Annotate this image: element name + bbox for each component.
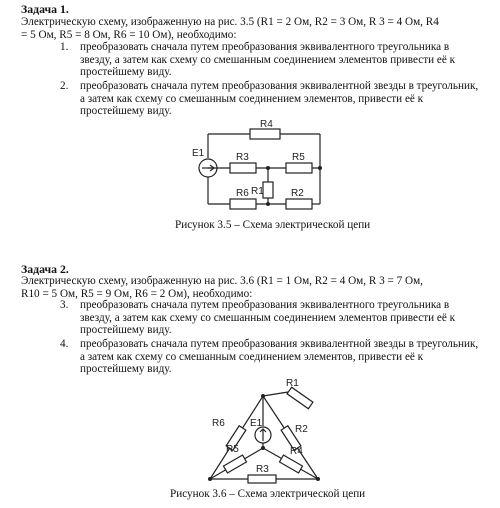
task1-title: Задача 1. — [21, 2, 69, 16]
item-number: 3. — [60, 299, 69, 311]
label-r2: R2 — [291, 188, 304, 199]
item-line: а затем как схему со смешанным соединением элементов, привести её к — [80, 350, 424, 363]
label-r5: R5 — [292, 152, 305, 163]
circuit-figure-3-5 — [190, 116, 340, 218]
resistor-r1 — [263, 182, 273, 198]
circuit-figure-3-6 — [190, 376, 340, 486]
label-e1: E1 — [250, 418, 263, 429]
label-r6-left: R6 — [212, 418, 225, 429]
resistor-r6 — [230, 199, 256, 209]
resistor-r1 — [287, 387, 313, 408]
label-r6: R6 — [236, 188, 249, 199]
label-r1: R1 — [286, 378, 299, 389]
resistor-r5 — [286, 163, 312, 173]
item-line: преобразовать сначала путем преобразования эквивалентного треугольника в — [80, 299, 450, 311]
resistor-r2 — [286, 199, 312, 209]
item-line: преобразовать сначала путем преобразования эквивалентной звезды в треугольник, — [80, 80, 479, 92]
resistor-r4 — [250, 129, 280, 139]
task2-title: Задача 2. — [21, 262, 69, 276]
label-r4: R4 — [260, 119, 273, 130]
resistor-r5 — [223, 455, 246, 473]
task2-item-4 — [60, 338, 494, 378]
wire — [263, 392, 288, 396]
item-number: 2. — [60, 80, 69, 92]
resistor-r3 — [230, 163, 256, 173]
resistor-r3 — [248, 475, 276, 483]
figure-3-5-caption: Рисунок 3.5 – Схема электрической цепи — [175, 219, 371, 231]
item-line: преобразовать сначала путем преобразования эквивалентного треугольника в — [80, 41, 450, 53]
item-line: простейшему виду. — [80, 363, 172, 376]
label-e1: E1 — [192, 148, 205, 159]
label-r1: R1 — [251, 186, 264, 197]
task1-item-1 — [60, 41, 494, 81]
task2-intro-line2: R10 = 5 Ом, R5 = 9 Ом, R6 = 2 Ом), необходимо: — [21, 287, 253, 300]
item-number: 4. — [60, 338, 69, 350]
task1-intro-line2: = 5 Ом, R5 = 8 Ом, R6 = 10 Ом), необходимо: — [21, 28, 237, 41]
item-line: звезду, а затем как схему со смешанным соединением элементов привести её к — [80, 311, 456, 324]
item-line: звезду, а затем как схему со смешанным соединением элементов привести её к — [80, 53, 456, 66]
task1-intro — [21, 16, 491, 41]
node — [261, 446, 265, 450]
node — [266, 202, 270, 206]
task2-intro-line1: Электрическую схему, изображенную на рис. 3.6 (R1 = 1 Ом, R2 = 4 Ом, R 3 = 7 Ом, — [21, 275, 423, 287]
item-line: простейшему виду. — [80, 105, 172, 118]
resistor-r4 — [279, 455, 302, 473]
label-r3: R3 — [236, 152, 249, 163]
node — [318, 166, 322, 170]
label-r4: R4 — [290, 446, 303, 457]
task1-item-2 — [60, 80, 494, 120]
label-r3: R3 — [256, 464, 269, 475]
task1-intro-line1: Электрическую схему, изображенную на рис. 3.5 (R1 = 2 Ом, R2 = 3 Ом, R 3 = 4 Ом, R4 — [21, 16, 439, 28]
task2-item-3 — [60, 299, 494, 339]
item-line: простейшему виду. — [80, 324, 172, 337]
node — [208, 477, 212, 481]
item-line: простейшему виду. — [80, 66, 172, 79]
node — [316, 477, 320, 481]
item-number: 1. — [60, 41, 69, 53]
item-line: преобразовать сначала путем преобразования эквивалентной звезды в треугольник, — [80, 338, 479, 350]
task2-intro — [21, 275, 491, 300]
figure-3-6-caption: Рисунок 3.6 – Схема электрической цепи — [170, 488, 366, 500]
node — [261, 394, 265, 398]
node — [266, 166, 270, 170]
label-r5: R5 — [226, 444, 239, 455]
label-r2: R2 — [295, 424, 308, 435]
item-line: а затем как схему со смешанным соединением элементов, привести её к — [80, 92, 424, 105]
